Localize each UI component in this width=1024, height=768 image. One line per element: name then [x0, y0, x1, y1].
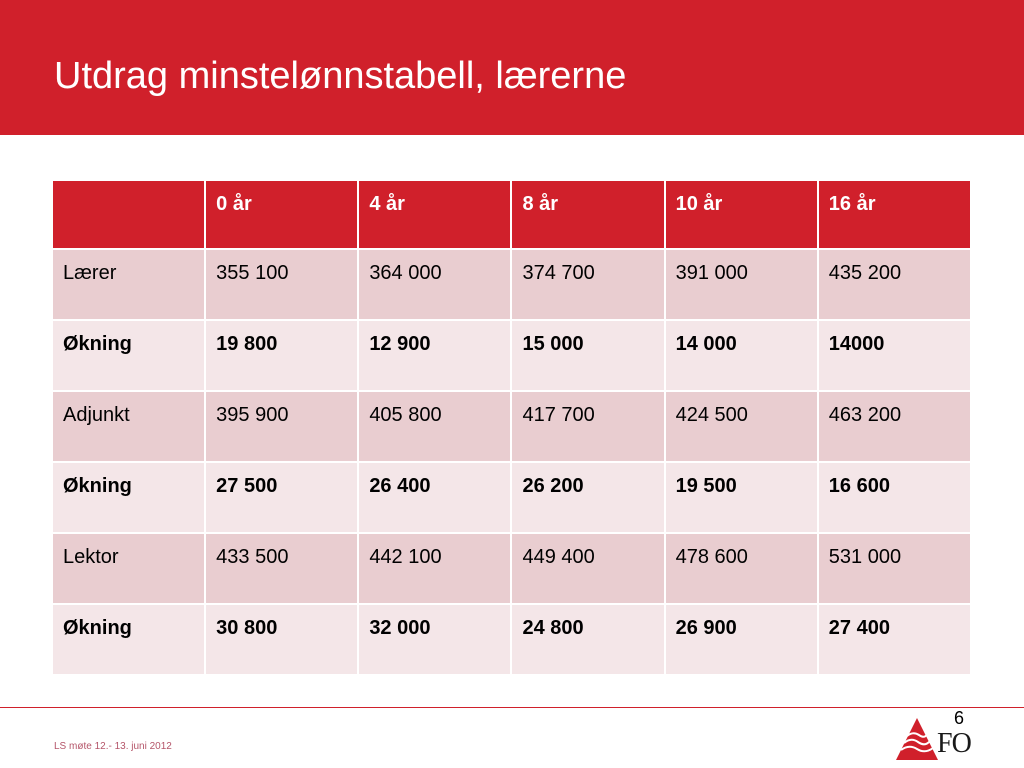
table-cell: 531 000 [818, 533, 971, 604]
table-cell: 12 900 [358, 320, 511, 391]
table-cell: 374 700 [511, 249, 664, 320]
table-row [52, 604, 971, 675]
row-label: Lektor [52, 533, 205, 604]
table-row [52, 249, 971, 320]
table-cell: 19 800 [205, 320, 358, 391]
column-header: 10 år [665, 180, 818, 249]
table-cell: 478 600 [665, 533, 818, 604]
table-cell: 364 000 [358, 249, 511, 320]
table-cell: 433 500 [205, 533, 358, 604]
table-cell: 19 500 [665, 462, 818, 533]
column-header: 0 år [205, 180, 358, 249]
table-cell: 32 000 [358, 604, 511, 675]
salary-table [51, 179, 972, 676]
footer-text: LS møte 12.- 13. juni 2012 [54, 741, 172, 752]
row-label: Lærer [52, 249, 205, 320]
row-label: Adjunkt [52, 391, 205, 462]
row-label: Økning [52, 320, 205, 391]
table-cell: 27 500 [205, 462, 358, 533]
table-cell: 417 700 [511, 391, 664, 462]
table-row [52, 533, 971, 604]
table-cell: 391 000 [665, 249, 818, 320]
table-cell: 442 100 [358, 533, 511, 604]
fo-logo [895, 716, 985, 762]
title-band [0, 0, 1024, 135]
slide-title: Utdrag minstelønnstabell, lærerne [54, 55, 627, 97]
page-number: 6 [953, 708, 964, 728]
footer-divider [0, 707, 1024, 708]
row-label: Økning [52, 604, 205, 675]
table-cell: 435 200 [818, 249, 971, 320]
table-cell: 405 800 [358, 391, 511, 462]
column-header [52, 180, 205, 249]
table-cell: 424 500 [665, 391, 818, 462]
row-label: Økning [52, 462, 205, 533]
table-row [52, 391, 971, 462]
fo-logo-icon [895, 716, 939, 762]
table-cell: 15 000 [511, 320, 664, 391]
table-cell: 14 000 [665, 320, 818, 391]
table-cell: 26 400 [358, 462, 511, 533]
logo-text: FO [937, 728, 971, 759]
table-header-row [52, 180, 971, 249]
table-cell: 24 800 [511, 604, 664, 675]
table-row [52, 462, 971, 533]
table-cell: 14000 [818, 320, 971, 391]
table-cell: 30 800 [205, 604, 358, 675]
table-cell: 463 200 [818, 391, 971, 462]
table-cell: 27 400 [818, 604, 971, 675]
table-cell: 395 900 [205, 391, 358, 462]
column-header: 16 år [818, 180, 971, 249]
table-cell: 16 600 [818, 462, 971, 533]
table-cell: 355 100 [205, 249, 358, 320]
table-row [52, 320, 971, 391]
column-header: 4 år [358, 180, 511, 249]
table-cell: 26 900 [665, 604, 818, 675]
column-header: 8 år [511, 180, 664, 249]
table-cell: 449 400 [511, 533, 664, 604]
table-cell: 26 200 [511, 462, 664, 533]
